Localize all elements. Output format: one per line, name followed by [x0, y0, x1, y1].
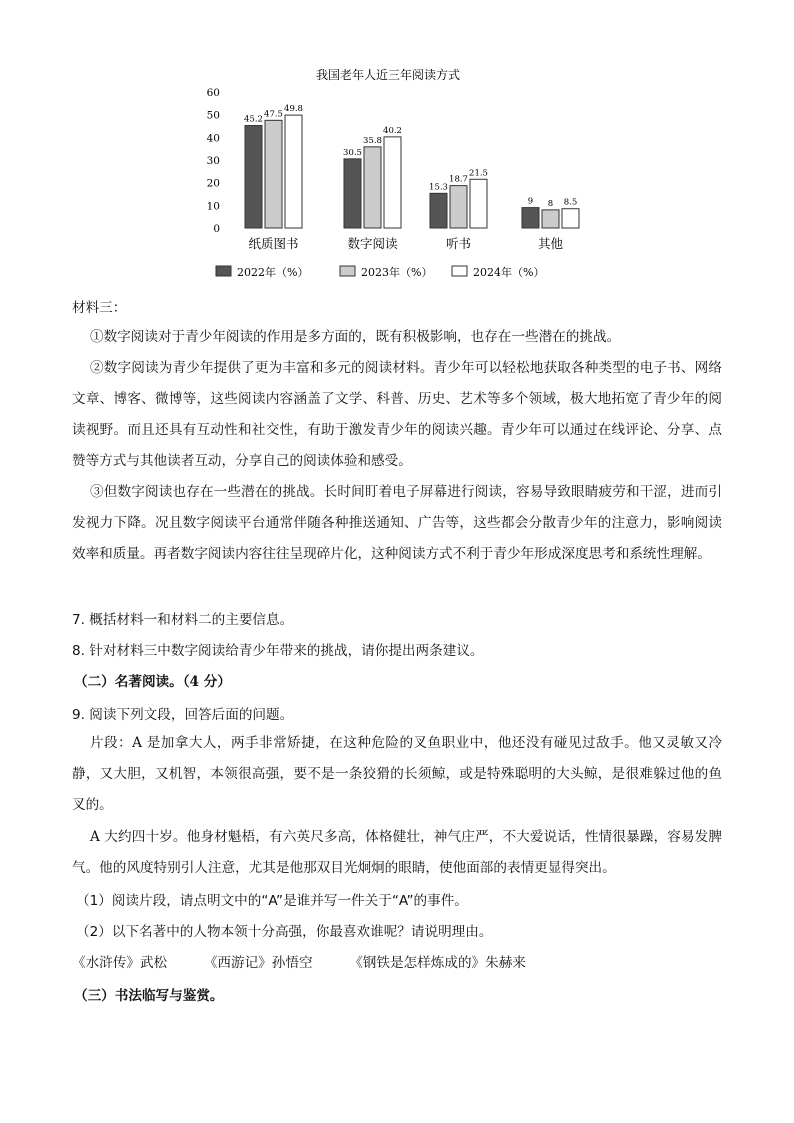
bar-value-label: 49.8 [284, 104, 303, 115]
legend-label: 2023年（%） [361, 266, 433, 279]
category-label: 纸质图书 [248, 236, 299, 251]
bar-value-label: 21.5 [469, 168, 488, 179]
legend-label: 2022年（%） [237, 266, 309, 279]
bar-value-label: 45.2 [244, 114, 263, 125]
y-tick-label: 60 [206, 87, 220, 99]
y-tick-label: 30 [206, 155, 220, 167]
bar-value-label: 35.8 [363, 135, 382, 146]
bar-value-label: 8.5 [563, 197, 578, 208]
chart-title: 我国老年人近三年阅读方式 [315, 68, 461, 82]
bar-value-label: 40.2 [383, 125, 402, 136]
bar [344, 159, 361, 228]
y-tick-label: 20 [206, 177, 220, 190]
y-tick-label: 50 [206, 109, 220, 122]
legend-swatch [340, 266, 355, 276]
bar [450, 186, 467, 228]
bar-value-label: 15.3 [429, 182, 448, 193]
question-8: 8. 针对材料三中数字阅读给青少年带来的挑战，请你提出两条建议。 [72, 643, 484, 659]
bar [542, 210, 559, 228]
section-2-heading: （二）名著阅读。（4 分） [74, 674, 231, 690]
material3-para3: ③但数字阅读也存在一些潜在的挑战。长时间盯着电子屏幕进行阅读，容易导致眼睛疲劳和干涩，进而引发视力下降。况且数字阅读平台通常伴随各种推送通知、广告等，这些都会分散青少年的注意力，影响阅读效率和质量。再者数字阅读内容往往呈现碎片化，这种阅读方式不利于青少年形成深度思考和系统性理解。 [72, 484, 722, 562]
question-7: 7. 概括材料一和材料二的主要信息。 [72, 612, 294, 628]
book-option-2: 《西游记》孙悟空 [203, 955, 313, 971]
bar-value-label: 8 [547, 198, 554, 209]
bar [562, 209, 579, 228]
category-label: 数字阅读 [347, 236, 398, 251]
excerpt-para1: 片段：A 是加拿大人，两手非常矫捷，在这种危险的叉鱼职业中，他还没有碰见过敌手。他又灵敏又冷静，又大胆，又机智，本领很高强，要不是一条狡猾的长须鲸，或是特殊聪明的大头鲸，是很难躲过他的鱼叉的。 [72, 735, 722, 813]
material3-para1: ①数字阅读对于青少年阅读的作用是多方面的，既有积极影响，也存在一些潜在的挑战。 [90, 329, 621, 345]
material3-para2: ②数字阅读为青少年提供了更为丰富和多元的阅读材料。青少年可以轻松地获取各种类型的电子书、网络文章、博客、微博等，这些阅读内容涵盖了文学、科普、历史、艺术等多个领域，极大地拓宽了青少年的阅读视野。而且还具有互动性和社交性，有助于激发青少年的阅读兴趣。青少年可以通过在线评论、分享、点赞等方式与其他读者互动，分享自己的阅读体验和感受。 [72, 360, 722, 469]
excerpt-para2: A 大约四十岁。他身材魁梧，有六英尺多高，体格健壮，神气庄严，不大爱说话，性情很暴躁，容易发脾气。他的风度特别引人注意，尤其是他那双目光炯炯的眼睛，使他面部的表情更显得突出。 [72, 829, 722, 876]
bar-value-label: 30.5 [343, 147, 362, 158]
bar [265, 120, 282, 228]
legend-swatch [216, 266, 231, 276]
book-options [72, 951, 722, 971]
bar [364, 147, 381, 228]
legend-label: 2024年（%） [473, 266, 545, 279]
bar [430, 193, 447, 228]
bar [522, 208, 539, 228]
y-tick-label: 40 [206, 132, 220, 145]
sub-question-2: （2）以下名著中的人物本领十分高强，你最喜欢谁呢？请说明理由。 [76, 924, 493, 940]
book-option-3: 《钢铁是怎样炼成的》朱赫来 [349, 955, 526, 971]
section-3-heading: （三）书法临写与鉴赏。 [74, 988, 224, 1004]
book-option-1: 《水浒传》武松 [72, 955, 168, 971]
reading-methods-chart [200, 62, 600, 284]
bar [285, 115, 302, 228]
material3-heading: 材料三： [72, 300, 127, 316]
bar-value-label: 18.7 [449, 174, 468, 185]
category-label: 听书 [445, 236, 472, 251]
sub-question-1: （1）阅读片段，请点明文中的“A”是谁并写一件关于“A”的事件。 [76, 893, 468, 909]
bar [384, 137, 401, 228]
question-9: 9. 阅读下列文段，回答后面的问题。 [72, 707, 294, 723]
bar [470, 179, 487, 228]
bar [245, 126, 262, 228]
legend-swatch [452, 266, 467, 276]
bar-value-label: 9 [527, 196, 534, 207]
y-tick-label: 0 [213, 223, 220, 235]
category-label: 其他 [537, 236, 564, 251]
y-tick-label: 10 [206, 200, 220, 213]
bar-value-label: 47.5 [264, 109, 283, 120]
